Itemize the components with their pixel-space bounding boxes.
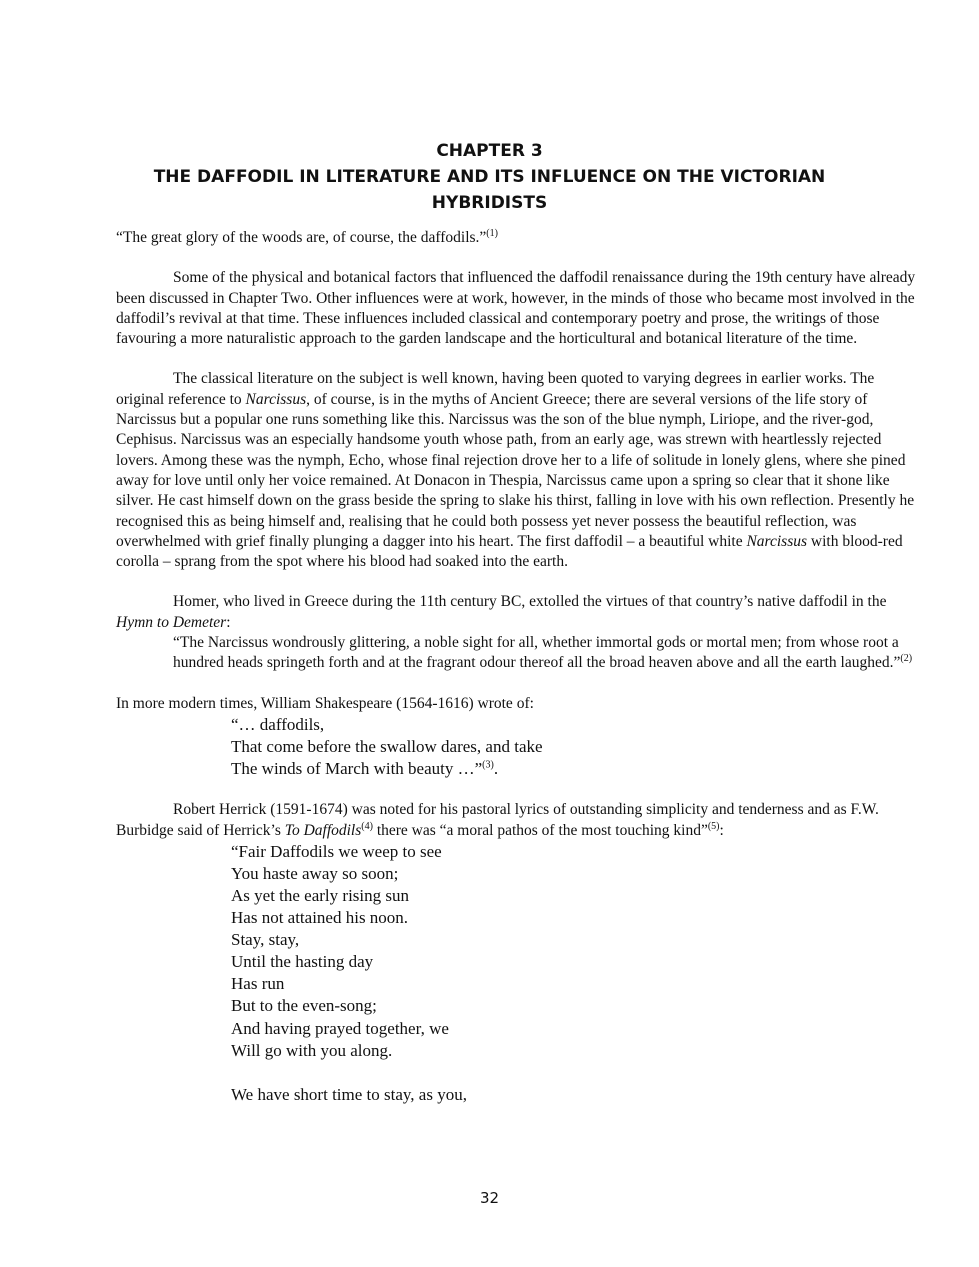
shakespeare-intro: In more modern times, William Shakespeare (1564-1616) wrote of:: [116, 694, 534, 712]
body-text: [116, 228, 924, 1106]
verse-line: Will go with you along.: [231, 1040, 393, 1060]
footnote-ref: (4): [361, 820, 373, 832]
work-title: To Daffodils: [284, 821, 362, 839]
verse-line: Until the hasting day: [231, 952, 374, 972]
verse-line: We have short time to stay, as you,: [231, 1084, 467, 1104]
verse-line: But to the even-song;: [231, 996, 377, 1016]
page-number: 32: [479, 1189, 500, 1207]
verse-line: “Fair Daffodils we weep to see: [231, 841, 442, 861]
footnote-ref: (2): [900, 653, 913, 665]
verse-line: You haste away so soon;: [231, 863, 399, 883]
footnote-ref: (3): [482, 759, 494, 771]
chapter-number: CHAPTER 3: [436, 141, 543, 161]
verse-line: The winds of March with beauty …”$^{(3)}$.: [231, 759, 499, 779]
verse-line: Has run: [231, 974, 285, 994]
homer-quote: “The Narcissus wondrously glittering, a noble sight for all, whether immortal gods or mortal men; from whose root a hundred heads springeth forth and at the fragrant odour thereof all the broad heaven above and all the earth laughed.”$^{(2)}$: [173, 634, 913, 672]
herrick-paragraph: Robert Herrick (1591-1674) was noted for his pastoral lyrics of outstanding simplicity and tenderness and as F.W. Burbidge said of Herrick’s To Daffodils$^{(4)}$ there was “a moral pathos of the most touching kind”$^{(5)}$:: [116, 801, 879, 839]
chapter-title-line-2: HYBRIDISTS: [431, 193, 548, 213]
paragraph-1: Some of the physical and botanical factors that influenced the daffodil renaissance during the 19th century have already been discussed in Chapter Two. Other influences were at work, however, in the minds of those who became most involved in the daffodil’s revival at that time. These influences included classical and contemporary poetry and prose, the writings of those favouring a more naturalistic approach to the garden landscape and the horticultural and botanical literature of the time.: [116, 269, 916, 348]
paragraph-2: The classical literature on the subject is well known, having been quoted to varying degrees in earlier works. The original reference to Narcissus, of course, is in the myths of Ancient Greece; there are several versions of the life story of Narcissus but a popular one runs something like this. Narcissus was the son of the blue nymph, Liriope, and the river-god, Cephisus. Narcissus was an especially handsome youth whose path, from an early age, was strewn with heartlessly rejected lovers. Among these was the nymph, Echo, whose final rejection drove her to a life of solitude in lonely glens, where she pined away for love until only her voice remained. At Donacon in Thespia, Narcissus came upon a spring so clear that it shone like silver. He cast himself down on the grass beside the spring to slake his thirst, falling in love with his own reflection. Presently he recognised this as being himself and, realising that he could both possess yet never possess the beautiful reflection, was overwhelmed with grief finally plunging a dagger into his heart. The first daffodil – a beautiful white Narcissus with blood-red corolla – sprang from the spot where his blood had soaked into the earth.: [116, 370, 915, 571]
work-title: Hymn to Demeter: [116, 613, 227, 631]
emphasis: Narcissus: [746, 532, 808, 550]
verse-line: As yet the early rising sun: [231, 886, 409, 905]
emphasis: Narcissus: [245, 390, 307, 408]
chapter-title-line-1: THE DAFFODIL IN LITERATURE AND ITS INFLUENCE ON THE VICTORIAN: [153, 167, 826, 187]
verse-line: That come before the swallow dares, and take: [231, 737, 543, 757]
verse-line: Has not attained his noon.: [231, 908, 409, 928]
verse-line: Stay, stay,: [231, 930, 300, 950]
shakespeare-verse: [116, 714, 924, 780]
herrick-verse: [116, 841, 924, 1106]
footnote-ref: (1): [486, 227, 498, 239]
paragraph-3: Homer, who lived in Greece during the 11th century BC, extolled the virtues of that country’s native daffodil in the Hymn to Demeter:: [116, 593, 887, 631]
chapter-heading: [0, 138, 979, 216]
verse-line: “… daffodils,: [231, 714, 325, 734]
epigraph-text: “The great glory of the woods are, of course, the daffodils.”: [116, 229, 487, 246]
epigraph: [116, 228, 924, 248]
verse-line: And having prayed together, we: [231, 1018, 449, 1038]
footnote-ref: (5): [707, 820, 720, 832]
